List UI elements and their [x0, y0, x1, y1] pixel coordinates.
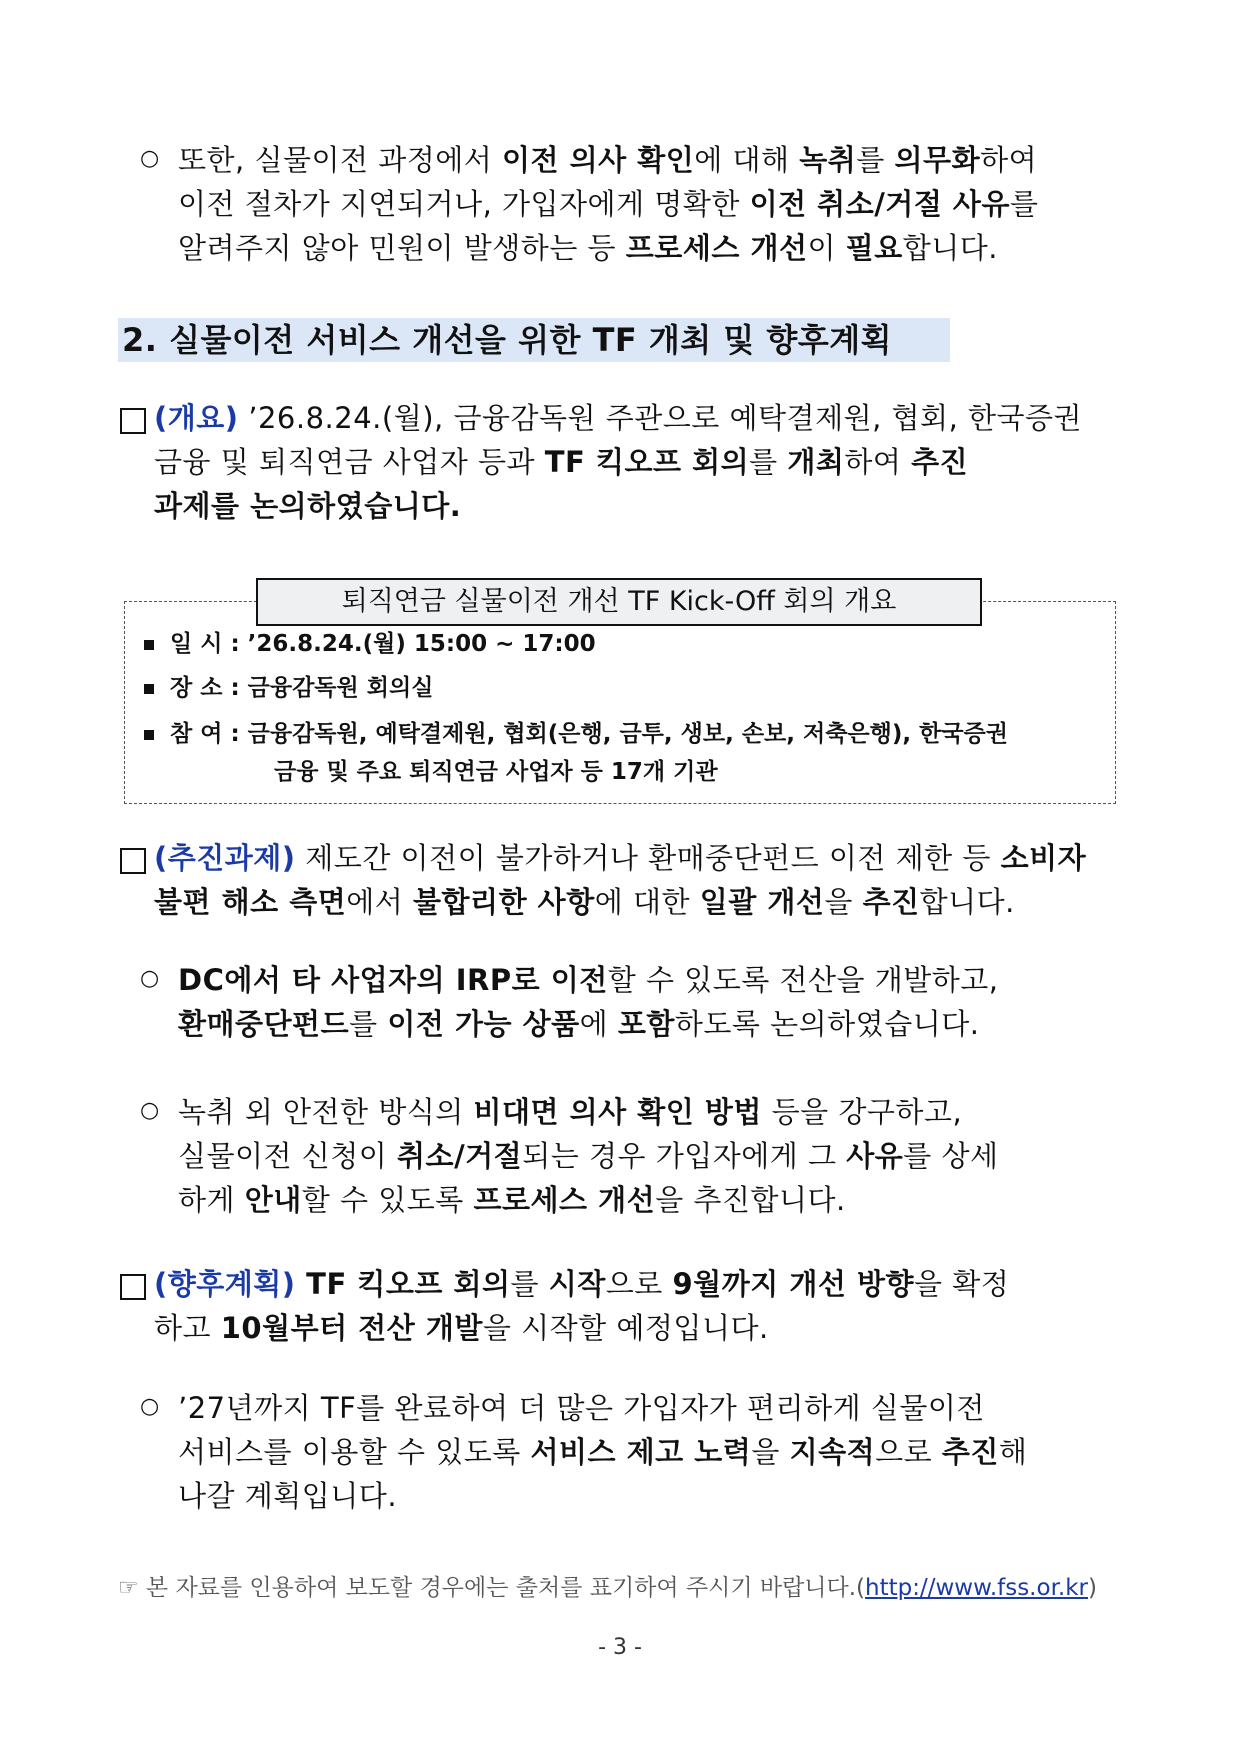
checkbox-square-icon — [120, 408, 146, 434]
fss-website-link[interactable]: http://www.fss.or.kr — [865, 1575, 1089, 1601]
paragraph-non-face-to-face: 녹취 외 안전한 방식의 비대면 의사 확인 방법 등을 강구하고, 실물이전 신청이 취소/거절되는 경우 가입자에게 그 사유를 상세 하게 안내할 수 있도록 프로세스 개선을 추진합니다. — [178, 1095, 999, 1217]
circle-bullet-icon: ○ — [140, 146, 160, 171]
paragraph-future-plan: (향후계획) TF 킥오프 회의를 시작으로 9월까지 개선 방향을 확정 하고 10월부터 전산 개발을 시작할 예정입니다. — [154, 1267, 1010, 1345]
section-heading: 2. 실물이전 서비스 개선을 위한 TF 개최 및 향후계획 — [118, 318, 950, 362]
page-number: - 3 - — [598, 1635, 642, 1660]
square-bullet-icon — [144, 684, 154, 694]
meeting-date: 일 시 : ’26.8.24.(월) 15:00 ~ 17:00 — [144, 624, 596, 664]
paragraph-completion: ’27년까지 TF를 완료하여 더 많은 가입자가 편리하게 실물이전 서비스를 이용할 수 있도록 서비스 제고 노력을 지속적으로 추진해 나갈 계획입니다. — [178, 1391, 1028, 1513]
paragraph-overview: (개요) ’26.8.24.(월), 금융감독원 주관으로 예탁결제원, 협회, 한국증권 금융 및 퇴직연금 사업자 등과 TF 킥오프 회의를 개최하여 추진 과제를 논의하였습니다. — [154, 401, 1083, 523]
square-bullet-icon — [144, 730, 154, 740]
circle-bullet-icon: ○ — [140, 1394, 160, 1419]
checkbox-square-icon — [120, 848, 146, 874]
paragraph-tasks: (추진과제) 제도간 이전이 불가하거나 환매중단펀드 이전 제한 등 소비자 불편 해소 측면에서 불합리한 사항에 대한 일괄 개선을 추진합니다. — [154, 841, 1087, 919]
circle-bullet-icon: ○ — [140, 966, 160, 991]
meeting-attendees-cont: 금융 및 주요 퇴직연금 사업자 등 17개 기관 — [274, 759, 718, 785]
citation-note: ☞ 본 자료를 인용하여 보도할 경우에는 출처를 표기하여 주시기 바랍니다.(http://www.fss.or.kr) — [118, 1575, 1097, 1601]
paragraph-dc-irp: DC에서 타 사업자의 IRP로 이전할 수 있도록 전산을 개발하고, 환매중단펀드를 이전 가능 상품에 포함하도록 논의하였습니다. — [178, 963, 999, 1041]
meeting-place: 장 소 : 금융감독원 회의실 — [144, 668, 433, 708]
paragraph-process-issue: 또한, 실물이전 과정에서 이전 의사 확인에 대해 녹취를 의무화하여 이전 절차가 지연되거나, 가입자에게 명확한 이전 취소/거절 사유를 알려주지 않아 민원이 발생하는 등 프로세스 개선이 필요합니다. — [178, 143, 1039, 265]
meeting-attendees: 참 여 : 금융감독원, 예탁결제원, 협회(은행, 금투, 생보, 손보, 저축은행), 한국증권 — [144, 714, 1008, 754]
square-bullet-icon — [144, 640, 154, 650]
checkbox-square-icon — [120, 1274, 146, 1300]
meeting-info-title: 퇴직연금 실물이전 개선 TF Kick-Off 회의 개요 — [256, 578, 982, 626]
circle-bullet-icon: ○ — [140, 1098, 160, 1123]
